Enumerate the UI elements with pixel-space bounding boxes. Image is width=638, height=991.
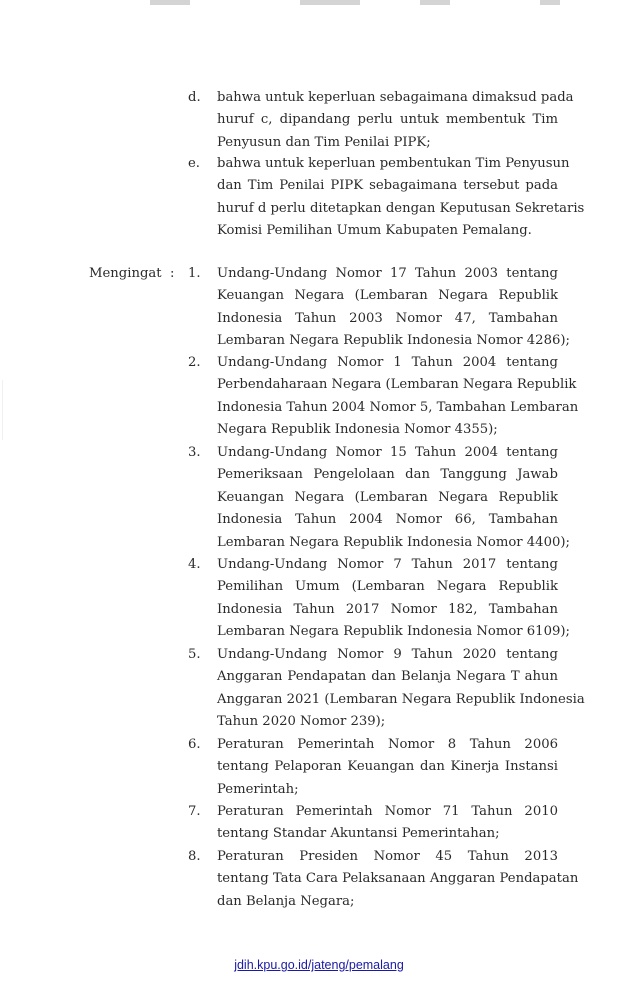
text-line: Tahun 2020 Nomor 239); [217, 714, 386, 730]
list-number: 2. [188, 355, 201, 370]
text-line: Undang-Undang Nomor 9 Tahun 2020 tentang [217, 647, 558, 662]
text-line: Negara Republik Indonesia Nomor 4355); [217, 422, 498, 438]
list-number: 3. [188, 445, 201, 460]
text-line: Lembaran Negara Republik Indonesia Nomor 4400); [217, 534, 570, 550]
text-line: huruf d perlu ditetapkan dengan Keputusan Sekretaris [217, 200, 585, 216]
text-line: dan Belanja Negara; [217, 893, 355, 909]
text-line: Keuangan Negara (Lembaran Negara Republik [217, 288, 558, 304]
text-line: Komisi Pemilihan Umum Kabupaten Pemalang. [217, 223, 532, 239]
footer-link[interactable]: jdih.kpu.go.id/jateng/pemalang [234, 958, 404, 972]
text-line: Undang-Undang Nomor 1 Tahun 2004 tentang [217, 355, 558, 370]
text-line: Penyusun dan Tim Penilai PIPK; [217, 134, 431, 150]
text-line: Pemeriksaan Pengelolaan dan Tanggung Jawab [217, 467, 558, 483]
text-line: Undang-Undang Nomor 15 Tahun 2004 tentang [217, 445, 558, 460]
top-scan-marks [0, 0, 638, 10]
text-line: Peraturan Pemerintah Nomor 8 Tahun 2006 [217, 737, 558, 752]
list-number: 1. [188, 266, 201, 281]
item-letter: e. [188, 156, 200, 171]
list-number: 8. [188, 849, 201, 864]
text-line: huruf c, dipandang perlu untuk membentuk Tim [217, 112, 558, 128]
text-line: Keuangan Negara (Lembaran Negara Republik [217, 489, 558, 505]
text-line: Anggaran 2021 (Lembaran Negara Republik Indonesia [217, 691, 585, 707]
text-line: Pemilihan Umum (Lembaran Negara Republik [217, 579, 558, 595]
list-number: 5. [188, 647, 201, 662]
text-line: Undang-Undang Nomor 17 Tahun 2003 tentang [217, 266, 558, 281]
text-line: bahwa untuk keperluan pembentukan Tim Penyusun [217, 156, 570, 171]
list-number: 4. [188, 557, 201, 572]
text-line: Lembaran Negara Republik Indonesia Nomor 6109); [217, 624, 570, 640]
scan-edge-mark [2, 380, 3, 440]
text-line: Indonesia Tahun 2003 Nomor 47, Tambahan [217, 310, 558, 326]
text-line: bahwa untuk keperluan sebagaimana dimaksud pada [217, 90, 574, 105]
mengingat-colon: : [170, 266, 175, 281]
list-number: 7. [188, 804, 201, 819]
mengingat-label: Mengingat [89, 266, 162, 281]
text-line: Lembaran Negara Republik Indonesia Nomor 4286); [217, 333, 570, 349]
text-line: dan Tim Penilai PIPK sebagaimana tersebut pada [217, 178, 558, 194]
text-line: Indonesia Tahun 2004 Nomor 66, Tambahan [217, 512, 558, 528]
text-line: Indonesia Tahun 2004 Nomor 5, Tambahan Lembaran [217, 399, 579, 415]
text-line: Anggaran Pendapatan dan Belanja Negara T ahun [217, 669, 558, 685]
text-line: Indonesia Tahun 2017 Nomor 182, Tambahan [217, 601, 558, 617]
text-line: tentang Tata Cara Pelaksanaan Anggaran Pendapatan [217, 871, 579, 887]
text-line: Undang-Undang Nomor 7 Tahun 2017 tentang [217, 557, 558, 572]
text-line: Perbendaharaan Negara (Lembaran Negara Republik [217, 377, 577, 393]
text-line: tentang Standar Akuntansi Pemerintahan; [217, 826, 500, 842]
list-number: 6. [188, 737, 201, 752]
text-line: tentang Pelaporan Keuangan dan Kinerja Instansi [217, 759, 558, 775]
text-line: Peraturan Presiden Nomor 45 Tahun 2013 [217, 849, 558, 864]
text-line: Peraturan Pemerintah Nomor 71 Tahun 2010 [217, 804, 558, 819]
item-letter: d. [188, 90, 201, 105]
text-line: Pemerintah; [217, 781, 299, 797]
